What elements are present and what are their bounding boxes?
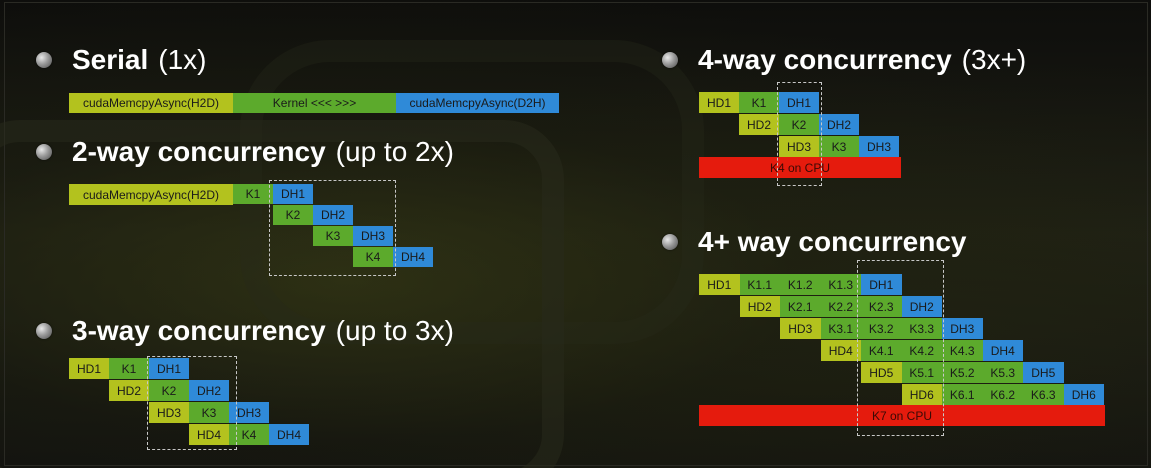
bullet-icon bbox=[36, 144, 52, 160]
four_plus-kernel-block: K6.2 bbox=[983, 384, 1024, 405]
serial-h2d-block: cudaMemcpyAsync(H2D) bbox=[69, 93, 233, 113]
four-plus-heading bbox=[662, 226, 966, 258]
three_way-d2h-block: DH4 bbox=[269, 424, 309, 445]
four_plus-kernel-block: K2.3 bbox=[861, 296, 902, 317]
two-way-title: 2-way concurrency bbox=[72, 136, 326, 167]
four_plus-d2h-block: DH5 bbox=[1023, 362, 1064, 383]
two_way-d2h-block: DH2 bbox=[313, 205, 353, 225]
four-way-heading bbox=[662, 44, 1026, 76]
two_way-d2h-block: DH4 bbox=[393, 247, 433, 267]
serial-d2h-block: cudaMemcpyAsync(D2H) bbox=[396, 93, 559, 113]
four_plus-d2h-block: DH2 bbox=[902, 296, 943, 317]
three_way-d2h-block: DH3 bbox=[229, 402, 269, 423]
four_plus-h2d-block: HD4 bbox=[821, 340, 862, 361]
three_way-h2d-block: HD4 bbox=[189, 424, 229, 445]
four_plus-kernel-block: K5.3 bbox=[983, 362, 1024, 383]
four_plus-kernel-block: K3.2 bbox=[861, 318, 902, 339]
four_way-kernel-block: K3 bbox=[819, 136, 859, 157]
bullet-icon bbox=[662, 52, 678, 68]
serial-title: Serial bbox=[72, 44, 149, 75]
four-way-speedup: (3x+) bbox=[961, 44, 1027, 75]
four_plus-kernel-block: K3.1 bbox=[821, 318, 862, 339]
four_plus-kernel-block: K5.1 bbox=[902, 362, 943, 383]
four-way-cpu-block: K4 on CPU bbox=[699, 157, 901, 178]
two_way-kernel-block: K2 bbox=[273, 205, 313, 225]
two-way-speedup: (up to 2x) bbox=[335, 136, 454, 167]
four_plus-kernel-block: K1.3 bbox=[821, 274, 862, 295]
three_way-d2h-block: DH1 bbox=[149, 358, 189, 379]
four_plus-d2h-block: DH6 bbox=[1064, 384, 1105, 405]
four_way-h2d-block: HD2 bbox=[739, 114, 779, 135]
three_way-h2d-block: HD2 bbox=[109, 380, 149, 401]
four_way-h2d-block: HD3 bbox=[779, 136, 819, 157]
four_way-d2h-block: DH1 bbox=[779, 92, 819, 113]
three_way-d2h-block: DH2 bbox=[189, 380, 229, 401]
two_way-d2h-block: DH1 bbox=[273, 184, 313, 204]
four-plus-cpu-block: K7 on CPU bbox=[699, 405, 1105, 426]
three_way-h2d-block: HD1 bbox=[69, 358, 109, 379]
three-way-speedup: (up to 3x) bbox=[335, 315, 454, 346]
four_way-d2h-block: DH3 bbox=[859, 136, 899, 157]
three-way-title: 3-way concurrency bbox=[72, 315, 326, 346]
serial-speedup: (1x) bbox=[158, 44, 207, 75]
three_way-kernel-block: K4 bbox=[229, 424, 269, 445]
two_way-kernel-block: K3 bbox=[313, 226, 353, 246]
four_plus-kernel-block: K2.2 bbox=[821, 296, 862, 317]
bullet-icon bbox=[662, 234, 678, 250]
four_plus-h2d-block: HD5 bbox=[861, 362, 902, 383]
four_plus-h2d-block: HD1 bbox=[699, 274, 740, 295]
two_way-d2h-block: DH3 bbox=[353, 226, 393, 246]
four_plus-d2h-block: DH1 bbox=[861, 274, 902, 295]
four_plus-kernel-block: K2.1 bbox=[780, 296, 821, 317]
four_plus-kernel-block: K4.3 bbox=[942, 340, 983, 361]
bullet-icon bbox=[36, 323, 52, 339]
four_plus-kernel-block: K6.3 bbox=[1023, 384, 1064, 405]
four-plus-title: 4+ way concurrency bbox=[698, 226, 967, 257]
four_plus-h2d-block: HD2 bbox=[740, 296, 781, 317]
serial-heading bbox=[36, 44, 207, 76]
three_way-kernel-block: K2 bbox=[149, 380, 189, 401]
four_plus-d2h-block: DH4 bbox=[983, 340, 1024, 361]
four_plus-kernel-block: K1.1 bbox=[740, 274, 781, 295]
bullet-icon bbox=[36, 52, 52, 68]
four_plus-h2d-block: HD3 bbox=[780, 318, 821, 339]
four_plus-kernel-block: K4.2 bbox=[902, 340, 943, 361]
four_plus-d2h-block: DH3 bbox=[942, 318, 983, 339]
four_plus-kernel-block: K1.2 bbox=[780, 274, 821, 295]
background-swoosh bbox=[0, 120, 564, 468]
four_way-kernel-block: K2 bbox=[779, 114, 819, 135]
two-way-heading bbox=[36, 136, 454, 168]
four_plus-kernel-block: K4.1 bbox=[861, 340, 902, 361]
four_plus-h2d-block: HD6 bbox=[902, 384, 943, 405]
serial-kernel-block: Kernel <<< >>> bbox=[233, 93, 396, 113]
four_way-d2h-block: DH2 bbox=[819, 114, 859, 135]
four_plus-kernel-block: K6.1 bbox=[942, 384, 983, 405]
four_plus-kernel-block: K3.3 bbox=[902, 318, 943, 339]
two_way-kernel-block: K1 bbox=[233, 184, 273, 204]
four_plus-kernel-block: K5.2 bbox=[942, 362, 983, 383]
three_way-h2d-block: HD3 bbox=[149, 402, 189, 423]
four_way-h2d-block: HD1 bbox=[699, 92, 739, 113]
four-way-title: 4-way concurrency bbox=[698, 44, 952, 75]
three-way-heading bbox=[36, 315, 454, 347]
two-way-h2d-block: cudaMemcpyAsync(H2D) bbox=[69, 184, 233, 205]
four_way-kernel-block: K1 bbox=[739, 92, 779, 113]
two_way-kernel-block: K4 bbox=[353, 247, 393, 267]
three_way-kernel-block: K3 bbox=[189, 402, 229, 423]
three_way-kernel-block: K1 bbox=[109, 358, 149, 379]
